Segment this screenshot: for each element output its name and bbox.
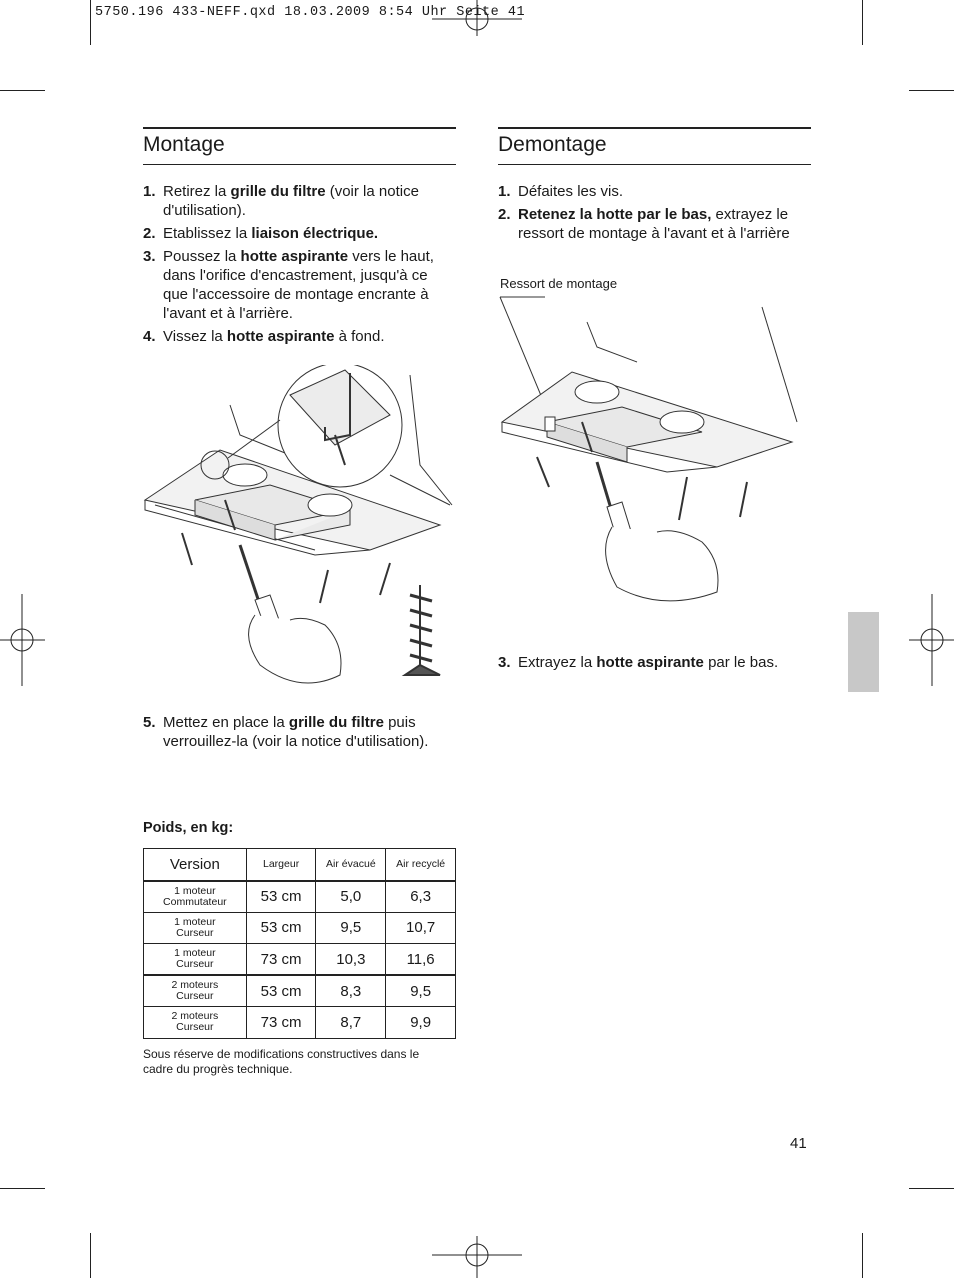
- table-row: [144, 912, 456, 944]
- table-row: [144, 1007, 456, 1039]
- evacue-cell: 8,3: [316, 975, 386, 1007]
- chapter-tab: [848, 612, 879, 692]
- footnote: Sous réserve de modifications constructives dans le cadre du progrès technique.: [143, 1047, 420, 1076]
- header-air-recycle: Air recyclé: [386, 849, 456, 881]
- crop-mark: [90, 0, 91, 45]
- print-header: 5750.196 433-NEFF.qxd 18.03.2009 8:54 Uhr Seite 41: [95, 5, 526, 20]
- montage-step-5: 5. Mettez en place la grille du filtre puis verrouillez-la (voir la notice d'utilisation).: [143, 714, 429, 750]
- demontage-title: Demontage: [498, 127, 811, 165]
- montage-steps-continued: [143, 713, 456, 755]
- header-air-evacue: Air évacué: [316, 849, 386, 881]
- demontage-steps: [498, 182, 816, 247]
- evacue-cell: 10,3: [316, 944, 386, 976]
- table-row: [144, 881, 456, 913]
- page-number: 41: [790, 1135, 807, 1152]
- crop-mark: [0, 1188, 45, 1189]
- width-cell: 53 cm: [246, 975, 316, 1007]
- width-cell: 73 cm: [246, 1007, 316, 1039]
- recycle-cell: 9,5: [386, 975, 456, 1007]
- crop-mark: [0, 90, 45, 91]
- registration-mark: [909, 594, 954, 686]
- weights-table: [143, 848, 456, 1039]
- table-header-row: [144, 849, 456, 881]
- demontage-illustration: [497, 292, 815, 617]
- montage-title: Montage: [143, 127, 456, 165]
- montage-step-2: 2. Etablissez la liaison électrique.: [143, 225, 379, 242]
- evacue-cell: 5,0: [316, 881, 386, 913]
- crop-mark: [862, 0, 863, 45]
- recycle-cell: 11,6: [386, 944, 456, 976]
- demontage-step-3: 3. Extrayez la hotte aspirante par le bas.: [498, 654, 779, 671]
- width-cell: 53 cm: [246, 881, 316, 913]
- montage-step-1: 1. Retirez la grille du filtre (voir la notice d'utilisation).: [143, 183, 419, 219]
- montage-illustration: [140, 365, 455, 695]
- header-version: Version: [144, 849, 247, 881]
- evacue-cell: 8,7: [316, 1007, 386, 1039]
- recycle-cell: 6,3: [386, 881, 456, 913]
- demontage-step-1: 1. Défaites les vis.: [498, 183, 624, 200]
- width-cell: 73 cm: [246, 944, 316, 976]
- version-cell: 1 moteur Commutateur: [144, 881, 247, 913]
- version-cell: 2 moteurs Curseur: [144, 975, 247, 1007]
- recycle-cell: 10,7: [386, 912, 456, 944]
- crop-mark: [909, 90, 954, 91]
- weights-title: Poids, en kg:: [143, 820, 234, 836]
- version-cell: 1 moteur Curseur: [144, 944, 247, 976]
- registration-mark: [432, 1236, 522, 1278]
- width-cell: 53 cm: [246, 912, 316, 944]
- registration-mark: [432, 0, 522, 36]
- recycle-cell: 9,9: [386, 1007, 456, 1039]
- figure-label-ressort: Ressort de montage: [500, 276, 618, 291]
- table-row: [144, 944, 456, 976]
- crop-mark: [90, 1233, 91, 1278]
- header-largeur: Largeur: [246, 849, 316, 881]
- registration-mark: [0, 594, 45, 686]
- demontage-step-2: 2. Retenez la hotte par le bas, extrayez le ressort de montage à l'avant et à l'arrière: [498, 206, 790, 242]
- crop-mark: [862, 1233, 863, 1278]
- demontage-steps-continued: [498, 653, 816, 676]
- version-cell: 2 moteurs Curseur: [144, 1007, 247, 1039]
- montage-steps: [143, 182, 456, 350]
- version-cell: 1 moteur Curseur: [144, 912, 247, 944]
- montage-step-3: 3. Poussez la hotte aspirante vers le haut, dans l'orifice d'encastrement, jusqu'à ce que l'accessoire de montage encrante à l'avant et à l'arrière.: [143, 248, 434, 322]
- evacue-cell: 9,5: [316, 912, 386, 944]
- montage-step-4: 4. Vissez la hotte aspirante à fond.: [143, 328, 385, 345]
- table-row: [144, 975, 456, 1007]
- crop-mark: [909, 1188, 954, 1189]
